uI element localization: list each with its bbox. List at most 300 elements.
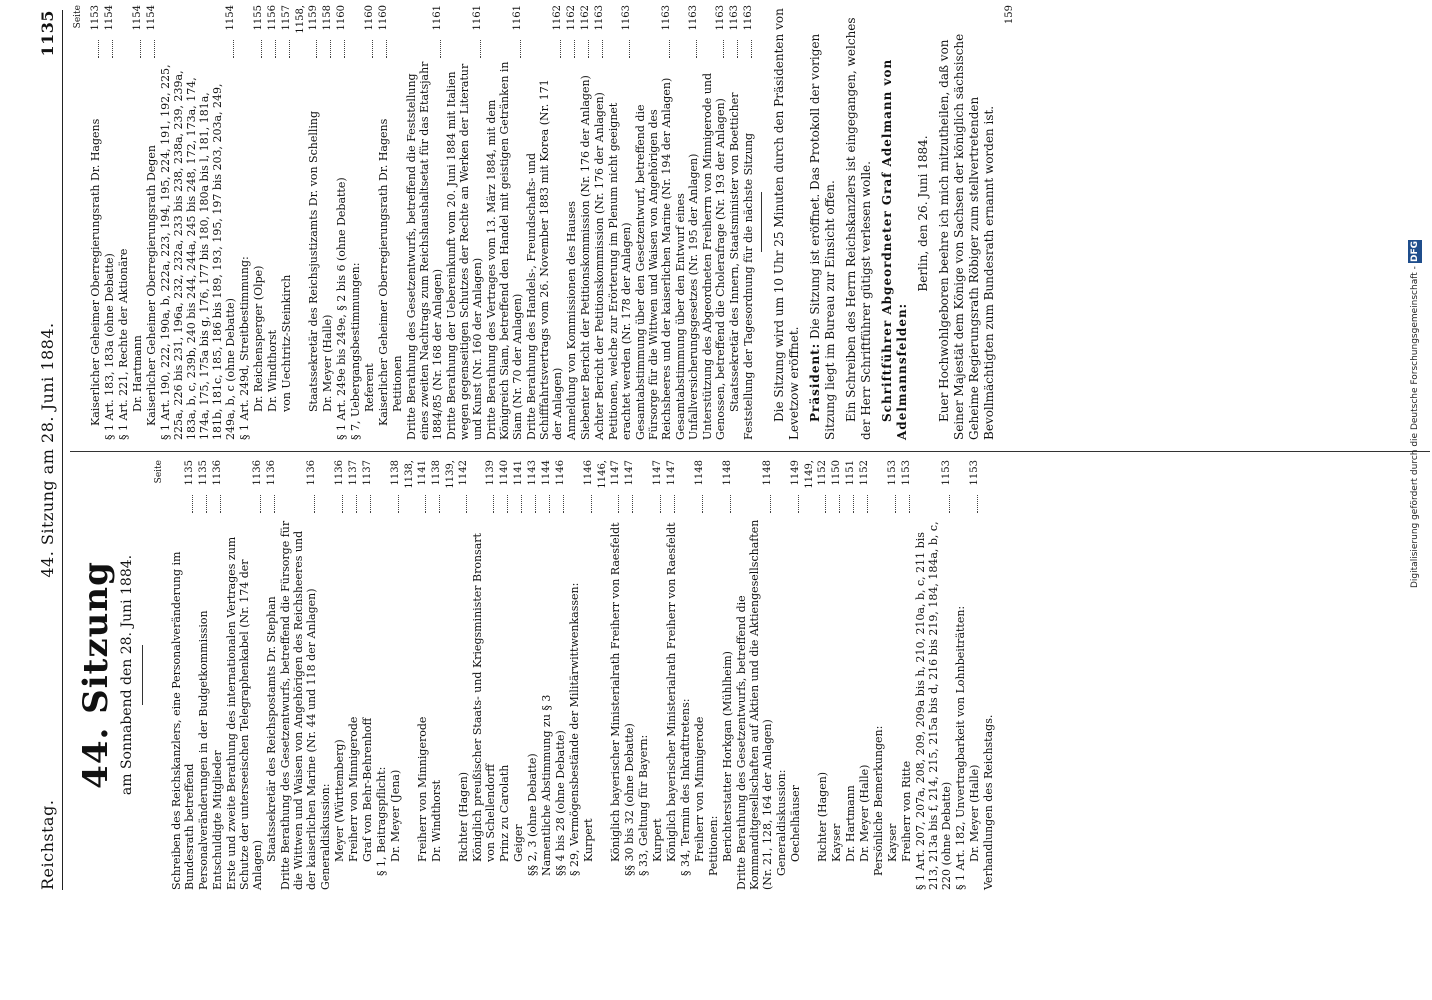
toc-right-leader-dots bbox=[696, 40, 697, 58]
toc-right-entry-page: 1153 bbox=[90, 5, 101, 31]
toc-right-leader-dots bbox=[737, 40, 738, 58]
dfg-logo: DFG bbox=[1410, 241, 1420, 263]
toc-left-entry-page: 1153 bbox=[887, 460, 898, 486]
toc-right-entry bbox=[445, 5, 484, 440]
toc-right-entry-page: 1161 bbox=[432, 5, 443, 31]
toc-left-leader-dots bbox=[853, 495, 854, 513]
toc-right-entry-page: 1163 bbox=[594, 5, 605, 31]
toc-left-entry-page: 1136 bbox=[306, 460, 317, 486]
toc-right-entry-text: § 1 Art. 249e bis 249e, § 2 bis 6 (ohne Debatte) bbox=[335, 177, 348, 440]
toc-left-entry-page: 1151 bbox=[845, 460, 856, 486]
toc-left-entry bbox=[721, 460, 734, 890]
toc-right-entry bbox=[280, 5, 293, 440]
toc-left-entry-page: 1148 bbox=[694, 460, 705, 486]
toc-left-entry bbox=[430, 460, 443, 890]
toc-left-entry bbox=[596, 460, 622, 890]
toc-left-entry-page: 1147 bbox=[666, 460, 677, 486]
toc-left-entry bbox=[954, 460, 967, 890]
toc-left-entry-text: Dr. Meyer (Halle) bbox=[968, 764, 981, 862]
toc-left-leader-dots bbox=[507, 495, 508, 513]
digitization-credit bbox=[1410, 8, 1430, 588]
toc-right-entry-page: 1157 bbox=[281, 5, 292, 31]
toc-left-entry bbox=[707, 460, 720, 890]
letter-announcement: Ein Schreiben des Herrn Reichskanzlers ist eingegangen, welches der Herr Schriftführer gütigst verlesen wolle. bbox=[844, 17, 873, 440]
toc-left-entry bbox=[735, 460, 774, 890]
toc-left-entry-page: 1152 bbox=[859, 460, 870, 486]
speaker-label: Präsident: bbox=[808, 342, 822, 422]
toc-left-entry bbox=[775, 460, 788, 890]
toc-right-entry bbox=[377, 5, 390, 440]
toc-right-entry-text: Dritte Berathung des Vertrages vom 13. März 1884, mit dem Königreich Siam, betreffend den Handel mit geistigen Getränken in Siam (Nr. 70 der Anlagen) bbox=[485, 61, 524, 440]
toc-left-entry-page: 1135 bbox=[198, 460, 209, 486]
toc-left-entry bbox=[265, 460, 278, 890]
toc-left-entry-text: Freiherr von Ritte bbox=[900, 760, 913, 862]
toc-left-entry bbox=[444, 460, 470, 890]
toc-left-entry bbox=[512, 460, 525, 890]
toc-left-entry-text: Königlich bayerischer Ministerialrath Freiherr von Raesfeldt bbox=[665, 522, 678, 862]
toc-left-entry bbox=[803, 460, 829, 890]
toc-left-entry-text: Namentliche Abstimmung zu § 3 bbox=[540, 694, 553, 876]
toc-left-leader-dots bbox=[674, 495, 675, 513]
toc-right-entry bbox=[117, 5, 130, 440]
toc-right-entry-text: Kaiserlicher Geheimer Oberregierungsrath Dr. Hagens bbox=[89, 118, 102, 426]
toc-right-entry-page: 1163 bbox=[621, 5, 632, 31]
toc-left-entry-text: Prinz zu Carolath bbox=[498, 764, 511, 862]
letter-body: Euer Hochwohlgeboren beehre ich mich mitzutheilen, daß von Seiner Majestät dem Könige von Sachsen der königlich sächsische Geheime Regierungsrath Röbiger zum stellvertretenden Bevollmächtigten zum Bundesrath ernannt worden ist. bbox=[937, 33, 996, 440]
toc-left-leader-dots bbox=[439, 495, 440, 513]
toc-right-entry bbox=[131, 5, 144, 440]
toc-left-leader-dots bbox=[702, 495, 703, 513]
toc-left-entry bbox=[693, 460, 706, 890]
toc-left-entry bbox=[375, 460, 388, 890]
toc-left-entry-text: Schreiben des Reichskanzlers, eine Personalveränderung im Bundesrath betreffend bbox=[170, 551, 196, 890]
toc-left-entry-text: Graf von Behr-Behrenhoff bbox=[361, 717, 374, 862]
toc-left-leader-dots bbox=[949, 495, 950, 513]
toc-left-entry-text: Dritte Berathung des Gesetzentwurfs, betreffend die Kommanditgesellschaften auf Aktien und die Aktiengesellschaften (Nr. 21, 128, 164 der Anlagen) bbox=[735, 519, 774, 890]
secretary-speaker-label: Schriftführer Abgeordneter Graf Adelmann von Adelmannsfelden: bbox=[880, 58, 909, 440]
toc-left-entry-text: Erste und zweite Berathung des internationalen Vertrages zum Schutze der unterseeischen Telegraphenkabel (Nr. 174 der Anlagen) bbox=[225, 536, 264, 890]
toc-right-entry-text: Dr. Hartmann bbox=[131, 335, 144, 412]
toc-left-entry-page: 1138 bbox=[431, 460, 442, 486]
left-column bbox=[72, 460, 996, 890]
toc-left-entry-page: 1137 bbox=[362, 460, 373, 486]
toc-left-entry bbox=[211, 460, 224, 890]
toc-left-entry bbox=[197, 460, 210, 890]
toc-left-entry-page: 1147 bbox=[624, 460, 635, 486]
toc-left-entry bbox=[789, 460, 802, 890]
toc-left-leader-dots bbox=[535, 495, 536, 513]
toc-right-entry-page: 1163 bbox=[715, 5, 726, 31]
toc-right-entry-text: Dritte Berathung des Handels-, Freundschafts- und Schifffahrtsvertrags vom 26. November 1883 mit Korea (Nr. 171 der Anlagen) bbox=[525, 79, 564, 440]
toc-left-entry bbox=[582, 460, 595, 890]
toc-right-entry bbox=[363, 5, 376, 440]
toc-left-entry-text: Meyer (Württemberg) bbox=[333, 739, 346, 862]
toc-right-entry-text: Anmeldung von Kommissionen des Hauses bbox=[565, 201, 578, 440]
toc-right-leader-dots bbox=[261, 40, 262, 58]
toc-left-leader-dots bbox=[730, 495, 731, 513]
president-paragraph bbox=[808, 5, 838, 440]
toc-right-leader-dots bbox=[560, 40, 561, 58]
toc-right-leader-dots bbox=[386, 40, 387, 58]
toc-left-leader-dots bbox=[356, 495, 357, 513]
toc-right-entry-text: § 1 Art. 221, Rechte der Aktionäre bbox=[117, 248, 130, 440]
toc-left-entry-text: Freiherr von Minnigerode bbox=[693, 716, 706, 862]
opening-paragraph: Die Sitzung wird um 10 Uhr 25 Minuten durch den Präsidenten von Levetzow eröffnet. bbox=[772, 8, 801, 440]
toc-left-entry-text: Königlich bayerischer Ministerialrath Freiherr von Raesfeldt bbox=[609, 522, 622, 862]
toc-right-entry-text: Achter Bericht der Petitionskommission (Nr. 176 der Anlagen) bbox=[593, 92, 606, 440]
toc-left-entry-page: 1137 bbox=[348, 460, 359, 486]
toc-left-entry-text: Dritte Berathung des Gesetzentwurfs, betreffend die Fürsorge für die Wittwen und Waisen von Angehörigen des Reichsheeres und der kaiserlichen Marine (Nr. 44 und 118 der Anlagen) bbox=[279, 520, 318, 890]
toc-right-entry-page: 1160 bbox=[364, 5, 375, 31]
toc-left-entry bbox=[637, 460, 650, 890]
toc-left-entry-page: 1150 bbox=[831, 460, 842, 486]
session-date: am Sonnabend den 28. Juni 1884. bbox=[119, 554, 135, 796]
toc-left-entry-page: 1146, 1147 bbox=[597, 460, 621, 489]
toc-left-entry-text: Verhandlungen des Reichstags. bbox=[982, 714, 995, 890]
president-statement: Die Sitzung ist eröffnet. Das Protokoll der vorigen Sitzung liegt im Bureau zur Einsicht offen. bbox=[808, 33, 837, 440]
toc-right-entry-text: Siebenter Bericht der Petitionskommission (Nr. 176 der Anlagen) bbox=[579, 75, 592, 440]
toc-right-entry-text: Gesamtabstimmung über den Entwurf eines Unfallversicherungsgesetzes (Nr. 195 der Anlagen) bbox=[674, 153, 700, 440]
toc-right-entry-page: 1162 bbox=[566, 5, 577, 31]
toc-left-entry bbox=[361, 460, 374, 890]
toc-left-leader-dots bbox=[342, 495, 343, 513]
toc-left-entry-page: 1139, 1142 bbox=[445, 460, 469, 489]
toc-right-entry-text: Kaiserlicher Geheimer Oberregierungsrath Dr. Hagens bbox=[377, 118, 390, 426]
toc-left-entry-text: Personalveränderungen in der Budgetkommission bbox=[197, 610, 210, 890]
toc-left-entry-text: Königlich preußischer Staats- und Kriegsminister Bronsart von Schellendorff bbox=[471, 533, 497, 862]
toc-right-entry bbox=[405, 5, 444, 440]
toc-right-entry-page: 1155 bbox=[253, 5, 264, 31]
section-rule bbox=[761, 193, 762, 253]
toc-left-leader-dots bbox=[563, 495, 564, 513]
toc-left-entry bbox=[170, 460, 196, 890]
toc-right-entry-page: 1160 bbox=[378, 5, 389, 31]
toc-right-leader-dots bbox=[520, 40, 521, 58]
toc-left-entry-text: Dr. Hartmann bbox=[844, 785, 857, 862]
toc-left-entry-page: 1136 bbox=[334, 460, 345, 486]
toc-right-entry bbox=[294, 5, 320, 440]
toc-right-entry-page: 1162 bbox=[580, 5, 591, 31]
toc-right-entry bbox=[593, 5, 606, 440]
toc-left-entry-text: Kayser bbox=[886, 823, 899, 862]
toc-left-entry-page: 1136 bbox=[212, 460, 223, 486]
toc-left-entry-page: 1148 bbox=[762, 460, 773, 486]
toc-left-entry-text: Freiherr von Minnigerode bbox=[416, 716, 429, 862]
toc-right-leader-dots bbox=[275, 40, 276, 58]
toc-right-entry-text: Petitionen bbox=[391, 355, 404, 412]
toc-left-leader-dots bbox=[398, 495, 399, 513]
toc-right-entry bbox=[252, 5, 265, 440]
toc-right-entry bbox=[728, 5, 741, 440]
toc-left-entry-page: 1149 bbox=[790, 460, 801, 486]
toc-right-entry bbox=[701, 5, 727, 440]
toc-right-entry-text: Dr. Windthorst bbox=[266, 329, 279, 412]
column-divider bbox=[70, 451, 1430, 452]
session-number: 44. Sitzung bbox=[76, 561, 116, 789]
toc-left-leader-dots bbox=[798, 495, 799, 513]
toc-left-entry bbox=[665, 460, 678, 890]
toc-left-entry bbox=[540, 460, 553, 890]
toc-left-entry bbox=[333, 460, 346, 890]
toc-left-leader-dots bbox=[192, 495, 193, 513]
secretary-paragraph bbox=[880, 5, 910, 440]
toc-left-entry-text: Richter (Hagen) bbox=[816, 771, 829, 862]
toc-left-entry bbox=[568, 460, 581, 890]
toc-left-entry-text: Staatssekretär des Reichspostamts Dr. Stephan bbox=[265, 596, 278, 862]
toc-right-entry-page: 1161 bbox=[512, 5, 523, 31]
toc-right-leader-dots bbox=[289, 40, 290, 58]
proceedings-text bbox=[772, 5, 1016, 440]
toc-right-leader-dots bbox=[480, 40, 481, 58]
toc-right-entry-page: 1154 bbox=[132, 5, 143, 31]
toc-left-entry bbox=[830, 460, 843, 890]
toc-left-leader-dots bbox=[425, 495, 426, 513]
toc-right-leader-dots bbox=[316, 40, 317, 58]
toc-right-entry bbox=[321, 5, 334, 440]
toc-right-entry-text: von Uechtritz-Steinkirch bbox=[280, 274, 293, 412]
toc-right-entry-text: Feststellung der Tagesordnung für die nächste Sitzung bbox=[742, 132, 755, 440]
toc-right-entry-page: 1163 bbox=[743, 5, 754, 31]
toc-left-entry-page: 1147 bbox=[652, 460, 663, 486]
toc-left-entry-text: § 1, Beitragspflicht: bbox=[375, 766, 388, 876]
toc-right-entry-text: § 1 Art. 183, 183a (ohne Debatte) bbox=[103, 253, 116, 440]
toc-left-entry-page: 1139 bbox=[485, 460, 496, 486]
toc-left-entry-page: 1144 bbox=[541, 460, 552, 486]
toc-left-entry-text: § 1 Art. 182, Unvertragbarkeit von Lohnbeiträtten: bbox=[954, 605, 967, 890]
toc-left-entry bbox=[554, 460, 567, 890]
toc-right-entry bbox=[634, 5, 673, 440]
toc-left-entry-text: Dr. Meyer (Jena) bbox=[389, 769, 402, 862]
page-number: 1135 bbox=[38, 10, 57, 57]
toc-right-entry-text: Petitionen, welche zur Erörterung im Plenum nicht geeignet erachtet werden (Nr. 178 der Anlagen) bbox=[607, 102, 633, 440]
toc-right-entry bbox=[335, 5, 348, 440]
toc-right-entry-page: 1162 bbox=[552, 5, 563, 31]
toc-right-entry-text: Gesamtabstimmung über den Gesetzentwurf, betreffend die Fürsorge für die Wittwen und Waisen von Angehörigen des Reichsheeres und der kaiserlichen Marine (Nr. 194 der Anlagen) bbox=[634, 77, 673, 440]
toc-left-leader-dots bbox=[839, 495, 840, 513]
running-head-left: Reichstag. bbox=[38, 799, 57, 890]
toc-left-entry bbox=[886, 460, 899, 890]
toc-right-leader-dots bbox=[751, 40, 752, 58]
letter-date: Berlin, den 26. Juni 1884. bbox=[916, 135, 930, 292]
toc-right-entry-text: Staatssekretär des Reichsjustizamts Dr. von Schelling bbox=[307, 110, 320, 412]
toc-left-entry bbox=[982, 460, 995, 890]
toc-right-leader-dots bbox=[440, 40, 441, 58]
toc-left-entry-text: Kayser bbox=[830, 823, 843, 862]
toc-left-entry bbox=[968, 460, 981, 890]
toc-right-entry bbox=[159, 5, 237, 440]
toc-left-leader-dots bbox=[493, 495, 494, 513]
toc-left-entry-text: Oechelhäuser bbox=[789, 785, 802, 862]
toc-right-entry-text: Dritte Berathung der Uebereinkunft vom 20. Juni 1884 mit Italien wegen gegenseitigen Schutzes der Rechte an Werken der Literatur und Kunst (Nr. 160 der Anlagen) bbox=[445, 63, 484, 440]
toc-right-entry-page: 1154 bbox=[146, 5, 157, 31]
toc-left-entry-page: 1146 bbox=[555, 460, 566, 486]
toc-left-entry-text: § 34, Termin des Inkrafttretens: bbox=[679, 698, 692, 876]
toc-left-leader-dots bbox=[909, 495, 910, 513]
toc-left-entry bbox=[225, 460, 264, 890]
toc-left-leader-dots bbox=[895, 495, 896, 513]
toc-right-entry bbox=[238, 5, 251, 440]
toc-left-entry bbox=[914, 460, 953, 890]
toc-left-entry-text: §§ 4 bis 28 (ohne Debatte) bbox=[554, 730, 567, 876]
toc-left-entry-page: 1138, 1141 bbox=[404, 460, 428, 489]
toc-left-entry bbox=[844, 460, 857, 890]
toc-right-entry-text: § 7, Uebergangsbestimmungen: bbox=[349, 262, 362, 440]
toc-left-entry bbox=[403, 460, 429, 890]
toc-right-entry-page: 1156 bbox=[267, 5, 278, 31]
toc-left-entry-page: 1140 bbox=[499, 460, 510, 486]
running-head bbox=[38, 10, 63, 890]
toc-left-leader-dots bbox=[618, 495, 619, 513]
toc-left-entry bbox=[498, 460, 511, 890]
session-heading bbox=[76, 460, 143, 890]
toc-left-entry-page: 1141 bbox=[513, 460, 524, 486]
toc-right-leader-dots bbox=[372, 40, 373, 58]
toc-right-entry bbox=[674, 5, 700, 440]
toc-left-entry bbox=[526, 460, 539, 890]
toc-left-entry bbox=[651, 460, 664, 890]
toc-right-leader-dots bbox=[723, 40, 724, 58]
toc-right-entry-page: 1163 bbox=[729, 5, 740, 31]
right-column bbox=[72, 5, 1016, 440]
seite-label-right: Seite bbox=[73, 5, 83, 29]
toc-right-leader-dots bbox=[602, 40, 603, 58]
toc-left-entry-text: Kurpert bbox=[582, 818, 595, 862]
toc-right-leader-dots bbox=[112, 40, 113, 58]
toc-left-entry-page: 1153 bbox=[969, 460, 980, 486]
toc-right-entry-text: Dr. Meyer (Halle) bbox=[321, 314, 334, 412]
toc-left-entry bbox=[279, 460, 318, 890]
toc-left-entry-page: 1136 bbox=[266, 460, 277, 486]
running-head-title: 44. Sitzung am 28. Juni 1884. bbox=[38, 322, 57, 578]
heading-rule bbox=[142, 645, 143, 705]
toc-right-entry bbox=[89, 5, 102, 440]
toc-left-leader-dots bbox=[220, 495, 221, 513]
toc-right-leader-dots bbox=[344, 40, 345, 58]
toc-right-entry bbox=[391, 5, 404, 440]
toc-left-leader-dots bbox=[770, 495, 771, 513]
toc-right-entry bbox=[145, 5, 158, 440]
toc-left-entry-page: 1143 bbox=[527, 460, 538, 486]
toc-left-leader-dots bbox=[274, 495, 275, 513]
toc-right-entry-page: 1161 bbox=[472, 5, 483, 31]
toc-left-entry bbox=[679, 460, 692, 890]
toc-right-entry bbox=[525, 5, 564, 440]
toc-left-leader-dots bbox=[466, 495, 467, 513]
toc-left-entry-text: Geiger bbox=[512, 824, 525, 862]
toc-right-leader-dots bbox=[574, 40, 575, 58]
toc-left-leader-dots bbox=[660, 495, 661, 513]
toc-right-leader-dots bbox=[330, 40, 331, 58]
toc-left-leader-dots bbox=[206, 495, 207, 513]
toc-right-leader-dots bbox=[629, 40, 630, 58]
toc-left-entry-text: Dr. Windthorst bbox=[430, 779, 443, 862]
toc-right-leader-dots bbox=[98, 40, 99, 58]
sheet-signature: 159 bbox=[1004, 5, 1015, 25]
toc-right-leader-dots bbox=[588, 40, 589, 58]
toc-left-entry-text: Richter (Hagen) bbox=[457, 771, 470, 862]
toc-right-leader-dots bbox=[669, 40, 670, 58]
toc-right-entry-page: 1158, 1159 bbox=[295, 5, 319, 34]
toc-left-entry-text: Persönliche Bemerkungen: bbox=[872, 725, 885, 876]
toc-right-entry-page: 1154 bbox=[225, 5, 236, 31]
toc-right-leader-dots bbox=[233, 40, 234, 58]
toc-left-leader-dots bbox=[549, 495, 550, 513]
toc-left-entry bbox=[900, 460, 913, 890]
toc-left-leader-dots bbox=[591, 495, 592, 513]
toc-left-entry-page: 1153 bbox=[901, 460, 912, 486]
table-of-contents-right bbox=[89, 5, 755, 440]
toc-right-entry-text: Kaiserlicher Geheimer Oberregierungsrath Degen bbox=[145, 145, 158, 426]
toc-left-entry-text: Berichterstatter Horkgan (Mühlheim) bbox=[721, 651, 734, 862]
toc-left-leader-dots bbox=[825, 495, 826, 513]
toc-left-entry bbox=[858, 460, 871, 890]
toc-left-entry-text: Dr. Meyer (Halle) bbox=[858, 764, 871, 862]
toc-left-entry-text: §§ 2, 3 (ohne Debatte) bbox=[526, 753, 539, 876]
toc-left-entry-page: 1136 bbox=[252, 460, 263, 486]
toc-right-entry-page: 1160 bbox=[336, 5, 347, 31]
toc-right-entry bbox=[103, 5, 116, 440]
toc-left-leader-dots bbox=[314, 495, 315, 513]
toc-left-entry bbox=[389, 460, 402, 890]
toc-left-entry-page: 1149, 1152 bbox=[804, 460, 828, 489]
toc-right-entry bbox=[266, 5, 279, 440]
toc-right-entry-text: Dr. Reichensperger (Olpe) bbox=[252, 265, 265, 412]
seite-label: Seite bbox=[154, 460, 164, 484]
toc-left-entry-text: § 33, Geltung für Bayern: bbox=[637, 734, 650, 876]
toc-right-entry-text: § 1 Art. 190, 222, 190a, b, 222a, 223, 194, 195, 224, 191, 192, 225, 225a, 226 bis 231, 196a, 232, 232a, 233 bis 238, 238a, 239, 239a, 183a, b, c, 239b, 240 bis 244, 244a, 245 bis 248, 172, 173a, 174, 174a, 175, 175a bis g, 176, 177 bis 180, 180a bis l, 181, 181a, 181b, 181c, 185, 186 bis 189, 193, 195, 197 bis 203, 203a, 249, 249a, b, c (ohne Debatte) bbox=[159, 64, 237, 440]
toc-right-entry-page: 1158 bbox=[322, 5, 333, 31]
toc-right-entry bbox=[742, 5, 755, 440]
toc-right-entry-page: 1163 bbox=[688, 5, 699, 31]
toc-left-entry-page: 1148 bbox=[722, 460, 733, 486]
toc-left-entry-text: Kurpert bbox=[651, 818, 664, 862]
toc-left-entry-page: 1135 bbox=[184, 460, 195, 486]
toc-right-leader-dots bbox=[140, 40, 141, 58]
toc-right-entry-text: Unterstützung des Abgeordneten Freiherrn von Minnigerode und Genossen, betreffend die Cholerafrage (Nr. 193 der Anlagen) bbox=[701, 72, 727, 440]
toc-right-entry bbox=[579, 5, 592, 440]
toc-left-entry bbox=[471, 460, 497, 890]
toc-left-leader-dots bbox=[370, 495, 371, 513]
toc-right-entry bbox=[349, 5, 362, 440]
toc-left-entry bbox=[623, 460, 636, 890]
toc-left-leader-dots bbox=[867, 495, 868, 513]
toc-left-leader-dots bbox=[632, 495, 633, 513]
toc-left-entry-page: 1138 bbox=[390, 460, 401, 486]
toc-left-entry-text: Generaldiskussion: bbox=[319, 783, 332, 890]
toc-left-leader-dots bbox=[521, 495, 522, 513]
toc-left-entry-page: 1153 bbox=[941, 460, 952, 486]
toc-left-entry-text: Entschuldigte Mitglieder bbox=[211, 750, 224, 890]
toc-left-entry bbox=[319, 460, 332, 890]
toc-left-entry bbox=[872, 460, 885, 890]
toc-right-entry-text: Dritte Berathung des Gesetzentwurfs, betreffend die Feststellung eines zweiten Nachtrags zum Reichshaushaltsetat für das Etatsjahr 1884/85 (Nr. 168 der Anlagen) bbox=[405, 61, 444, 440]
toc-right-entry-text: Referent bbox=[363, 363, 376, 412]
toc-left-entry-text: § 29, Vermögensbestände der Militärwittwenkassen: bbox=[568, 582, 581, 876]
toc-left-entry bbox=[347, 460, 360, 890]
toc-left-entry-text: Generaldiskussion: bbox=[775, 769, 788, 876]
toc-right-entry-text: Staatssekretär des Innern, Staatsminister von Boetticher bbox=[728, 92, 741, 412]
toc-right-entry-page: 1154 bbox=[104, 5, 115, 31]
toc-left-entry-page: 1146 bbox=[583, 460, 594, 486]
toc-right-entry bbox=[565, 5, 578, 440]
toc-left-entry-text: §§ 30 bis 32 (ohne Debatte) bbox=[623, 723, 636, 876]
digitization-credit-text: Digitalisierung gefördert durch die Deutsche Forschungsgemeinschaft - bbox=[1410, 266, 1420, 588]
toc-right-leader-dots bbox=[154, 40, 155, 58]
toc-right-entry bbox=[485, 5, 524, 440]
table-of-contents-left bbox=[170, 460, 995, 890]
toc-right-entry-page: 1163 bbox=[661, 5, 672, 31]
toc-right-entry bbox=[607, 5, 633, 440]
